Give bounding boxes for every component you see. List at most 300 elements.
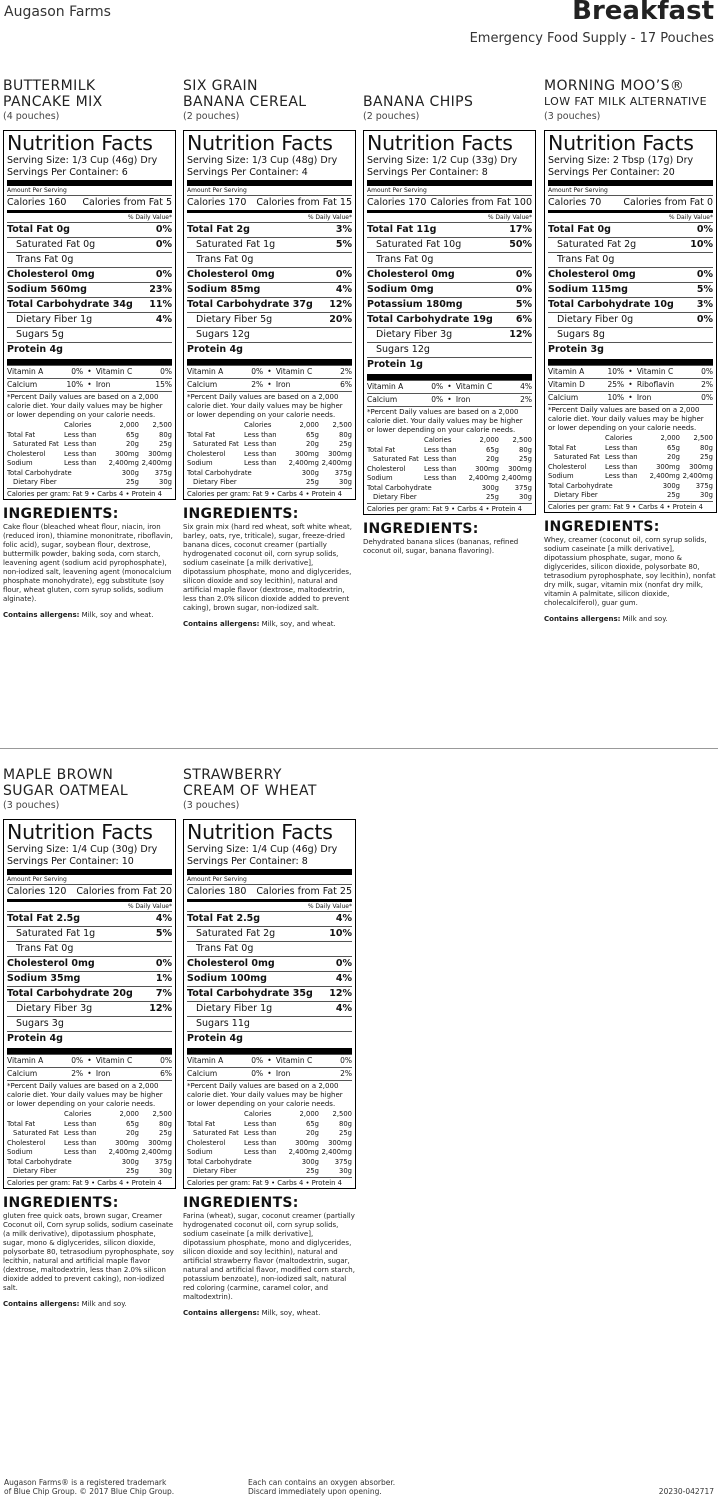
vitamin-name: Vitamin A (7, 367, 44, 376)
nutrient-label: Trans Fat 0g (557, 254, 615, 265)
dv-table-row (7, 440, 172, 450)
nutrition-facts-title: Nutrition Facts (187, 821, 333, 844)
nutrient-daily-value: 10% (329, 928, 352, 939)
product-pouch-count: (3 pouches) (3, 800, 60, 811)
dv-nutrient: Sodium (7, 1148, 33, 1156)
dv-col-spacer (7, 1110, 64, 1120)
dv-2500-value: 375g (154, 1157, 172, 1166)
nutrient-daily-value: 4% (155, 314, 172, 325)
ingredients-heading: INGREDIENTS: (3, 1194, 119, 1211)
dv-col-2000: 2,000 (119, 421, 139, 429)
vitamin-name: Vitamin A (7, 1056, 44, 1065)
calories-per-gram: Calories per gram: Fat 9 • Carbs 4 • Protein 4 (367, 503, 532, 514)
allergens-list: Milk, soy, and wheat. (261, 619, 336, 628)
dv-2000-value: 25g (126, 478, 139, 486)
dv-table-row (7, 450, 172, 460)
bullet-separator: • (267, 367, 272, 376)
nutrient-label: Sodium 85mg (187, 284, 261, 295)
nutrient-daily-value: 10% (690, 239, 713, 250)
product-name-line-1: BANANA CHIPS (363, 94, 474, 110)
daily-value-header: % Daily Value* (307, 214, 352, 221)
dv-nutrient: Total Carbohydrate (367, 483, 432, 492)
dv-2000-value: 2,400mg (288, 1148, 319, 1156)
calories-row (7, 195, 172, 210)
nutrient-daily-value: 3% (335, 224, 352, 235)
product-name (544, 78, 717, 110)
nutrient-row (7, 252, 172, 267)
vitamin-cell (548, 366, 624, 378)
dv-2500-value: 30g (700, 491, 713, 499)
dv-table-row (7, 459, 172, 469)
dv-col-calories: Calories (244, 1110, 272, 1118)
vitamin-name: Vitamin A (548, 367, 585, 376)
dv-table-header (7, 421, 172, 431)
bullet-separator: • (628, 380, 633, 389)
dv-2500-value: 30g (159, 478, 172, 486)
nutrient-row (7, 926, 172, 941)
calories-per-gram: Calories per gram: Fat 9 • Carbs 4 • Protein 4 (548, 501, 713, 512)
vitamin-name: Vitamin C (275, 367, 313, 376)
vitamin-row (187, 1067, 352, 1080)
nutrient-label: Total Fat 0g (548, 224, 611, 235)
calories-value: Calories 170 (187, 197, 247, 208)
dv-col-calories: Calories (244, 421, 272, 429)
dv-col-2500: 2,500 (512, 436, 532, 444)
dv-less-than: Less than (424, 474, 457, 482)
dv-table-header (367, 436, 532, 446)
nutrient-row (7, 342, 172, 357)
product-name-line-1: SIX GRAIN (183, 78, 258, 94)
dv-table-header (548, 434, 713, 444)
dv-less-than: Less than (244, 449, 277, 458)
dv-col-2000: 2,000 (479, 436, 499, 444)
dv-table-header (187, 1110, 352, 1120)
dv-nutrient: Sodium (367, 474, 393, 482)
vitamin-cell (548, 379, 624, 391)
vitamin-value: 4% (520, 382, 532, 391)
dv-2000-value: 300mg (115, 1138, 139, 1147)
nutrient-daily-value: 4% (335, 284, 352, 295)
calories-value: Calories 70 (548, 197, 602, 208)
nutrition-facts-title: Nutrition Facts (7, 821, 153, 844)
dv-table-row (187, 1148, 352, 1158)
dv-2000-value: 2,400mg (108, 1148, 139, 1156)
servings-per-container: Servings Per Container: 8 (187, 855, 308, 867)
dv-table-row (548, 463, 713, 473)
calories-from-fat: Calories from Fat 5 (82, 197, 172, 208)
dv-less-than (64, 469, 104, 479)
dv-nutrient: Total Carbohydrate (187, 1157, 252, 1166)
nutrient-row (548, 342, 713, 357)
footer-trademark-line: Augason Farms® is a registered trademark (4, 1478, 167, 1487)
nutrient-row (7, 297, 172, 312)
nutrient-label: Protein 4g (187, 344, 243, 355)
daily-value-footnote: *Percent Daily values are based on a 2,000 calorie diet. Your daily values may be higher or lower depending on your calorie needs. (548, 404, 713, 433)
daily-value-footnote: *Percent Daily values are based on a 2,000 calorie diet. Your daily values may be higher or lower depending on your calorie needs. (7, 391, 172, 420)
nutrient-label: Total Carbohydrate 10g (548, 299, 674, 310)
calories-from-fat: Calories from Fat 25 (256, 886, 352, 897)
vitamin-value: 2% (701, 380, 713, 389)
nutrient-label: Total Carbohydrate 20g (7, 988, 133, 999)
dv-2500-value: 25g (700, 453, 713, 461)
nutrient-label: Saturated Fat 10g (376, 239, 462, 250)
dv-table-row (187, 440, 352, 450)
footer-trademark (4, 1478, 174, 1496)
amount-per-serving: Amount Per Serving (367, 187, 427, 194)
dv-2000-value: 25g (486, 493, 499, 501)
daily-value-header: % Daily Value* (127, 903, 172, 910)
servings-per-container: Servings Per Container: 6 (7, 166, 128, 178)
nutrient-row (187, 327, 352, 342)
vitamin-name: Vitamin C (636, 367, 674, 376)
vitamin-cell (276, 366, 352, 378)
nutrient-daily-value: 5% (335, 239, 352, 250)
vitamin-name: Iron (275, 1069, 291, 1078)
nutrient-label: Saturated Fat 2g (557, 239, 637, 250)
nutrient-row (7, 1001, 172, 1016)
vitamin-row (187, 365, 352, 378)
dv-2000-value: 20g (126, 440, 139, 448)
dv-nutrient: Sodium (187, 459, 213, 467)
dv-2000-value: 2,400mg (288, 459, 319, 467)
dv-nutrient: Dietary Fiber (13, 478, 57, 486)
product-name-line-2: BANANA CEREAL (183, 94, 307, 110)
product-name-line-1: STRAWBERRY (183, 767, 282, 783)
vitamin-value: 0% (431, 395, 444, 404)
nutrient-label: Dietary Fiber 1g (196, 1003, 273, 1014)
nutrient-label: Protein 4g (7, 344, 63, 355)
dv-col-2500: 2,500 (152, 421, 172, 429)
dv-2500-value: 30g (339, 1167, 352, 1175)
bullet-separator: • (87, 380, 92, 389)
vitamin-row (367, 380, 532, 393)
vitamin-value: 0% (160, 1056, 172, 1065)
dv-2500-value: 25g (159, 1129, 172, 1137)
dv-col-2000: 2,000 (299, 1110, 319, 1118)
vitamin-cell (276, 1068, 352, 1080)
calories-row (187, 884, 352, 899)
nutrient-label: Sugars 11g (196, 1018, 250, 1029)
vitamin-value: 2% (340, 367, 352, 376)
dv-2000-value: 300mg (295, 1138, 319, 1147)
vitamin-row (187, 378, 352, 391)
dv-col-2000: 2,000 (660, 434, 680, 442)
vitamin-name: Calcium (7, 380, 38, 389)
calories-from-fat: Calories from Fat 0 (623, 197, 713, 208)
dv-2500-value: 300mg (328, 1138, 352, 1147)
nutrient-row (367, 282, 532, 297)
dv-nutrient: Total Fat (187, 1119, 216, 1128)
dv-2000-value: 2,400mg (649, 472, 680, 480)
nutrient-daily-value: 0% (515, 284, 532, 295)
vitamin-row (548, 365, 713, 378)
allergens-label: Contains allergens: (183, 1308, 260, 1317)
dv-table-row (187, 469, 352, 479)
ingredients-text: Six grain mix (hard red wheat, soft white wheat, barley, oats, rye, triticale), sugar, freeze-dried banana dices, coconut creamer (partially hydrogenated coconut oil, corn syrup solids, sodium caseinate [a milk derivative], dipotassium phosphate, mono and diglycerides, silicon dioxide and soy lecithin), natural and artificial maple flavor (dextrose, maltodextrin, less than 2.0% silicon dioxide added to prevent caking), brown sugar, non-iodized salt. (183, 522, 352, 612)
allergens-label: Contains allergens: (3, 610, 80, 619)
vitamin-value: 10% (607, 367, 625, 376)
nutrition-facts-title: Nutrition Facts (548, 132, 694, 155)
vitamin-value: 6% (160, 1069, 172, 1078)
nutrient-row (548, 222, 713, 237)
product-card (363, 78, 536, 556)
vitamin-name: Iron (95, 380, 111, 389)
nutrient-daily-value: 4% (335, 973, 352, 984)
allergens-list: Milk, soy, wheat. (261, 1308, 321, 1317)
dv-table-row (367, 484, 532, 494)
dv-nutrient: Cholesterol (7, 449, 46, 458)
product-name-line-2: LOW FAT MILK ALTERNATIVE (544, 95, 707, 108)
dv-2500-value: 2,400mg (682, 472, 713, 480)
vitamin-cell (637, 366, 713, 378)
dv-less-than (244, 1167, 284, 1177)
nutrient-label: Saturated Fat 1g (196, 239, 276, 250)
dv-less-than: Less than (605, 443, 638, 452)
dv-2500-value: 2,400mg (321, 1148, 352, 1156)
product-card (3, 78, 176, 620)
nutrient-label: Sugars 3g (16, 1018, 64, 1029)
nutrient-daily-value: 23% (149, 284, 172, 295)
bullet-separator: • (447, 395, 452, 404)
dv-nutrient: Saturated Fat (193, 440, 239, 448)
vitamin-name: Calcium (187, 1069, 218, 1078)
nutrient-row (187, 911, 352, 926)
vitamin-value: 2% (251, 380, 264, 389)
dv-less-than (605, 491, 645, 501)
nutrient-label: Trans Fat 0g (16, 254, 74, 265)
dv-less-than: Less than (64, 1148, 97, 1156)
calories-row (367, 195, 532, 210)
nutrient-row (367, 222, 532, 237)
dv-col-2500: 2,500 (332, 421, 352, 429)
dv-2500-value: 80g (339, 430, 352, 439)
nutrient-row (187, 312, 352, 327)
nutrient-label: Dietary Fiber 3g (16, 1003, 93, 1014)
nutrient-daily-value: 0% (155, 269, 172, 280)
ingredients-heading: INGREDIENTS: (544, 518, 660, 535)
vitamin-value: 6% (340, 380, 352, 389)
dv-nutrient: Saturated Fat (554, 453, 600, 461)
nutrient-row (367, 252, 532, 267)
dv-col-spacer (7, 421, 64, 431)
nutrient-label: Total Carbohydrate 35g (187, 988, 313, 999)
calories-per-gram: Calories per gram: Fat 9 • Carbs 4 • Protein 4 (7, 1177, 172, 1188)
dv-less-than: Less than (424, 455, 457, 463)
nutrient-row (187, 297, 352, 312)
nutrient-daily-value: 6% (515, 314, 532, 325)
nutrient-label: Protein 4g (7, 1033, 63, 1044)
vitamin-value: 0% (251, 367, 264, 376)
vitamin-row (7, 365, 172, 378)
allergens-statement (3, 1300, 176, 1309)
vitamin-value: 0% (701, 393, 713, 402)
dv-2000-value: 65g (667, 443, 680, 452)
dv-2000-value: 300g (121, 468, 139, 477)
dv-table-row (7, 431, 172, 441)
vitamin-value: 0% (431, 382, 444, 391)
dv-2000-value: 20g (306, 1129, 319, 1137)
dv-table-row (7, 1167, 172, 1177)
bullet-separator: • (628, 393, 633, 402)
nutrient-daily-value: 5% (155, 928, 172, 939)
ingredients-heading: INGREDIENTS: (183, 1194, 299, 1211)
nutrient-daily-value: 12% (509, 329, 532, 340)
dv-2500-value: 80g (339, 1119, 352, 1128)
dv-nutrient: Dietary Fiber (13, 1167, 57, 1175)
nutrient-label: Total Fat 11g (367, 224, 437, 235)
dv-less-than (244, 478, 284, 488)
bullet-separator: • (267, 380, 272, 389)
vitamin-value: 0% (701, 367, 713, 376)
allergens-list: Milk, soy and wheat. (81, 610, 154, 619)
product-pouch-count: (3 pouches) (183, 800, 240, 811)
dv-2500-value: 80g (519, 445, 532, 454)
vitamin-value: 15% (155, 380, 172, 389)
dv-less-than: Less than (64, 440, 97, 448)
vitamin-name: Calcium (548, 393, 579, 402)
nutrient-daily-value: 0% (155, 239, 172, 250)
bullet-separator: • (628, 367, 633, 376)
nutrient-daily-value: 7% (155, 988, 172, 999)
dv-col-2500: 2,500 (152, 1110, 172, 1118)
nutrient-label: Sugars 8g (557, 329, 605, 340)
dv-2500-value: 2,400mg (321, 459, 352, 467)
nutrition-facts-panel (183, 819, 356, 1189)
vitamin-name: Vitamin A (187, 367, 224, 376)
nutrient-daily-value: 3% (696, 299, 713, 310)
dv-2000-value: 20g (126, 1129, 139, 1137)
daily-value-header: % Daily Value* (487, 214, 532, 221)
nutrient-daily-value: 50% (509, 239, 532, 250)
dv-col-spacer (187, 1110, 244, 1120)
vitamin-cell (7, 379, 83, 391)
nutrient-daily-value: 4% (335, 1003, 352, 1014)
nutrient-daily-value: 5% (515, 299, 532, 310)
dv-table-header (187, 421, 352, 431)
dv-nutrient: Total Fat (187, 430, 216, 439)
dv-less-than: Less than (64, 430, 97, 439)
page-title: Breakfast (572, 0, 714, 26)
nutrient-row (367, 342, 532, 357)
nutrient-label: Total Fat 0g (7, 224, 70, 235)
nutrient-label: Total Fat 2.5g (187, 913, 261, 924)
dv-table-row (548, 453, 713, 463)
dv-2500-value: 80g (159, 1119, 172, 1128)
vitamin-name: Calcium (7, 1069, 38, 1078)
product-pouch-count: (3 pouches) (544, 111, 601, 122)
dv-2500-value: 30g (339, 478, 352, 486)
dv-less-than: Less than (64, 449, 97, 458)
nutrient-label: Dietary Fiber 5g (196, 314, 273, 325)
nutrient-label: Protein 4g (187, 1033, 243, 1044)
vitamin-row (7, 1067, 172, 1080)
dv-less-than (244, 1158, 284, 1168)
amount-per-serving: Amount Per Serving (187, 187, 247, 194)
footer-code: 20230-042717 (658, 1487, 714, 1496)
daily-value-table (7, 1110, 172, 1177)
amount-per-serving: Amount Per Serving (548, 187, 608, 194)
nutrient-daily-value: 0% (155, 958, 172, 969)
vitamin-value: 10% (607, 393, 625, 402)
dv-nutrient: Saturated Fat (373, 455, 419, 463)
dv-less-than: Less than (244, 1138, 277, 1147)
dv-2000-value: 300g (121, 1157, 139, 1166)
dv-2500-value: 80g (700, 443, 713, 452)
dv-nutrient: Dietary Fiber (373, 493, 417, 501)
nutrient-row (7, 312, 172, 327)
dv-2000-value: 2,400mg (108, 459, 139, 467)
dv-2000-value: 25g (126, 1167, 139, 1175)
dv-nutrient: Total Carbohydrate (7, 468, 72, 477)
nutrient-row (548, 282, 713, 297)
vitamin-cell (187, 1055, 263, 1067)
nutrient-daily-value: 4% (335, 913, 352, 924)
dv-2000-value: 25g (667, 491, 680, 499)
nutrient-daily-value: 0% (696, 224, 713, 235)
vitamin-name: Calcium (187, 380, 218, 389)
amount-per-serving: Amount Per Serving (7, 187, 67, 194)
nutrient-daily-value: 1% (155, 973, 172, 984)
dv-2000-value: 2,400mg (468, 474, 499, 482)
nutrient-row (187, 971, 352, 986)
dv-less-than: Less than (244, 1119, 277, 1128)
nutrient-row (367, 312, 532, 327)
allergens-statement (544, 615, 717, 624)
dv-less-than: Less than (244, 459, 277, 467)
dv-2000-value: 300mg (475, 464, 499, 473)
daily-value-table (367, 436, 532, 503)
dv-table-row (367, 446, 532, 456)
allergens-statement (183, 620, 356, 629)
nutrient-row (187, 252, 352, 267)
dv-nutrient: Cholesterol (367, 464, 406, 473)
dv-nutrient: Total Carbohydrate (187, 468, 252, 477)
nutrient-label: Total Fat 2g (187, 224, 250, 235)
dv-2000-value: 300g (662, 481, 680, 490)
dv-table-row (187, 1139, 352, 1149)
calories-value: Calories 120 (7, 886, 67, 897)
vitamin-name: Vitamin A (187, 1056, 224, 1065)
nutrient-row (367, 357, 532, 372)
vitamin-cell (637, 392, 713, 404)
nutrient-label: Protein 1g (367, 359, 423, 370)
nutrition-facts-title: Nutrition Facts (187, 132, 333, 155)
dv-2000-value: 65g (486, 445, 499, 454)
nutrient-row (7, 971, 172, 986)
dv-less-than: Less than (244, 430, 277, 439)
dv-2500-value: 375g (695, 481, 713, 490)
nutrient-row (548, 237, 713, 252)
dv-nutrient: Sodium (548, 472, 574, 480)
serving-size: Serving Size: 2 Tbsp (17g) Dry (548, 155, 694, 166)
daily-value-footnote: *Percent Daily values are based on a 2,000 calorie diet. Your daily values may be higher or lower depending on your calorie needs. (7, 1080, 172, 1109)
nutrient-label: Total Carbohydrate 37g (187, 299, 313, 310)
dv-2500-value: 25g (519, 455, 532, 463)
nutrient-label: Potassium 180mg (367, 299, 463, 310)
dv-less-than: Less than (64, 1129, 97, 1137)
dv-less-than (244, 469, 284, 479)
nutrition-facts-panel (183, 130, 356, 500)
nutrient-row (187, 986, 352, 1001)
dv-table-row (187, 478, 352, 488)
serving-size: Serving Size: 1/3 Cup (48g) Dry (187, 155, 338, 166)
nutrient-label: Sugars 12g (376, 344, 430, 355)
vitamin-row (367, 393, 532, 406)
section-divider (0, 748, 718, 749)
dv-table-row (367, 455, 532, 465)
dv-less-than (605, 482, 645, 492)
product-name-line-1: BUTTERMILK (3, 78, 96, 94)
